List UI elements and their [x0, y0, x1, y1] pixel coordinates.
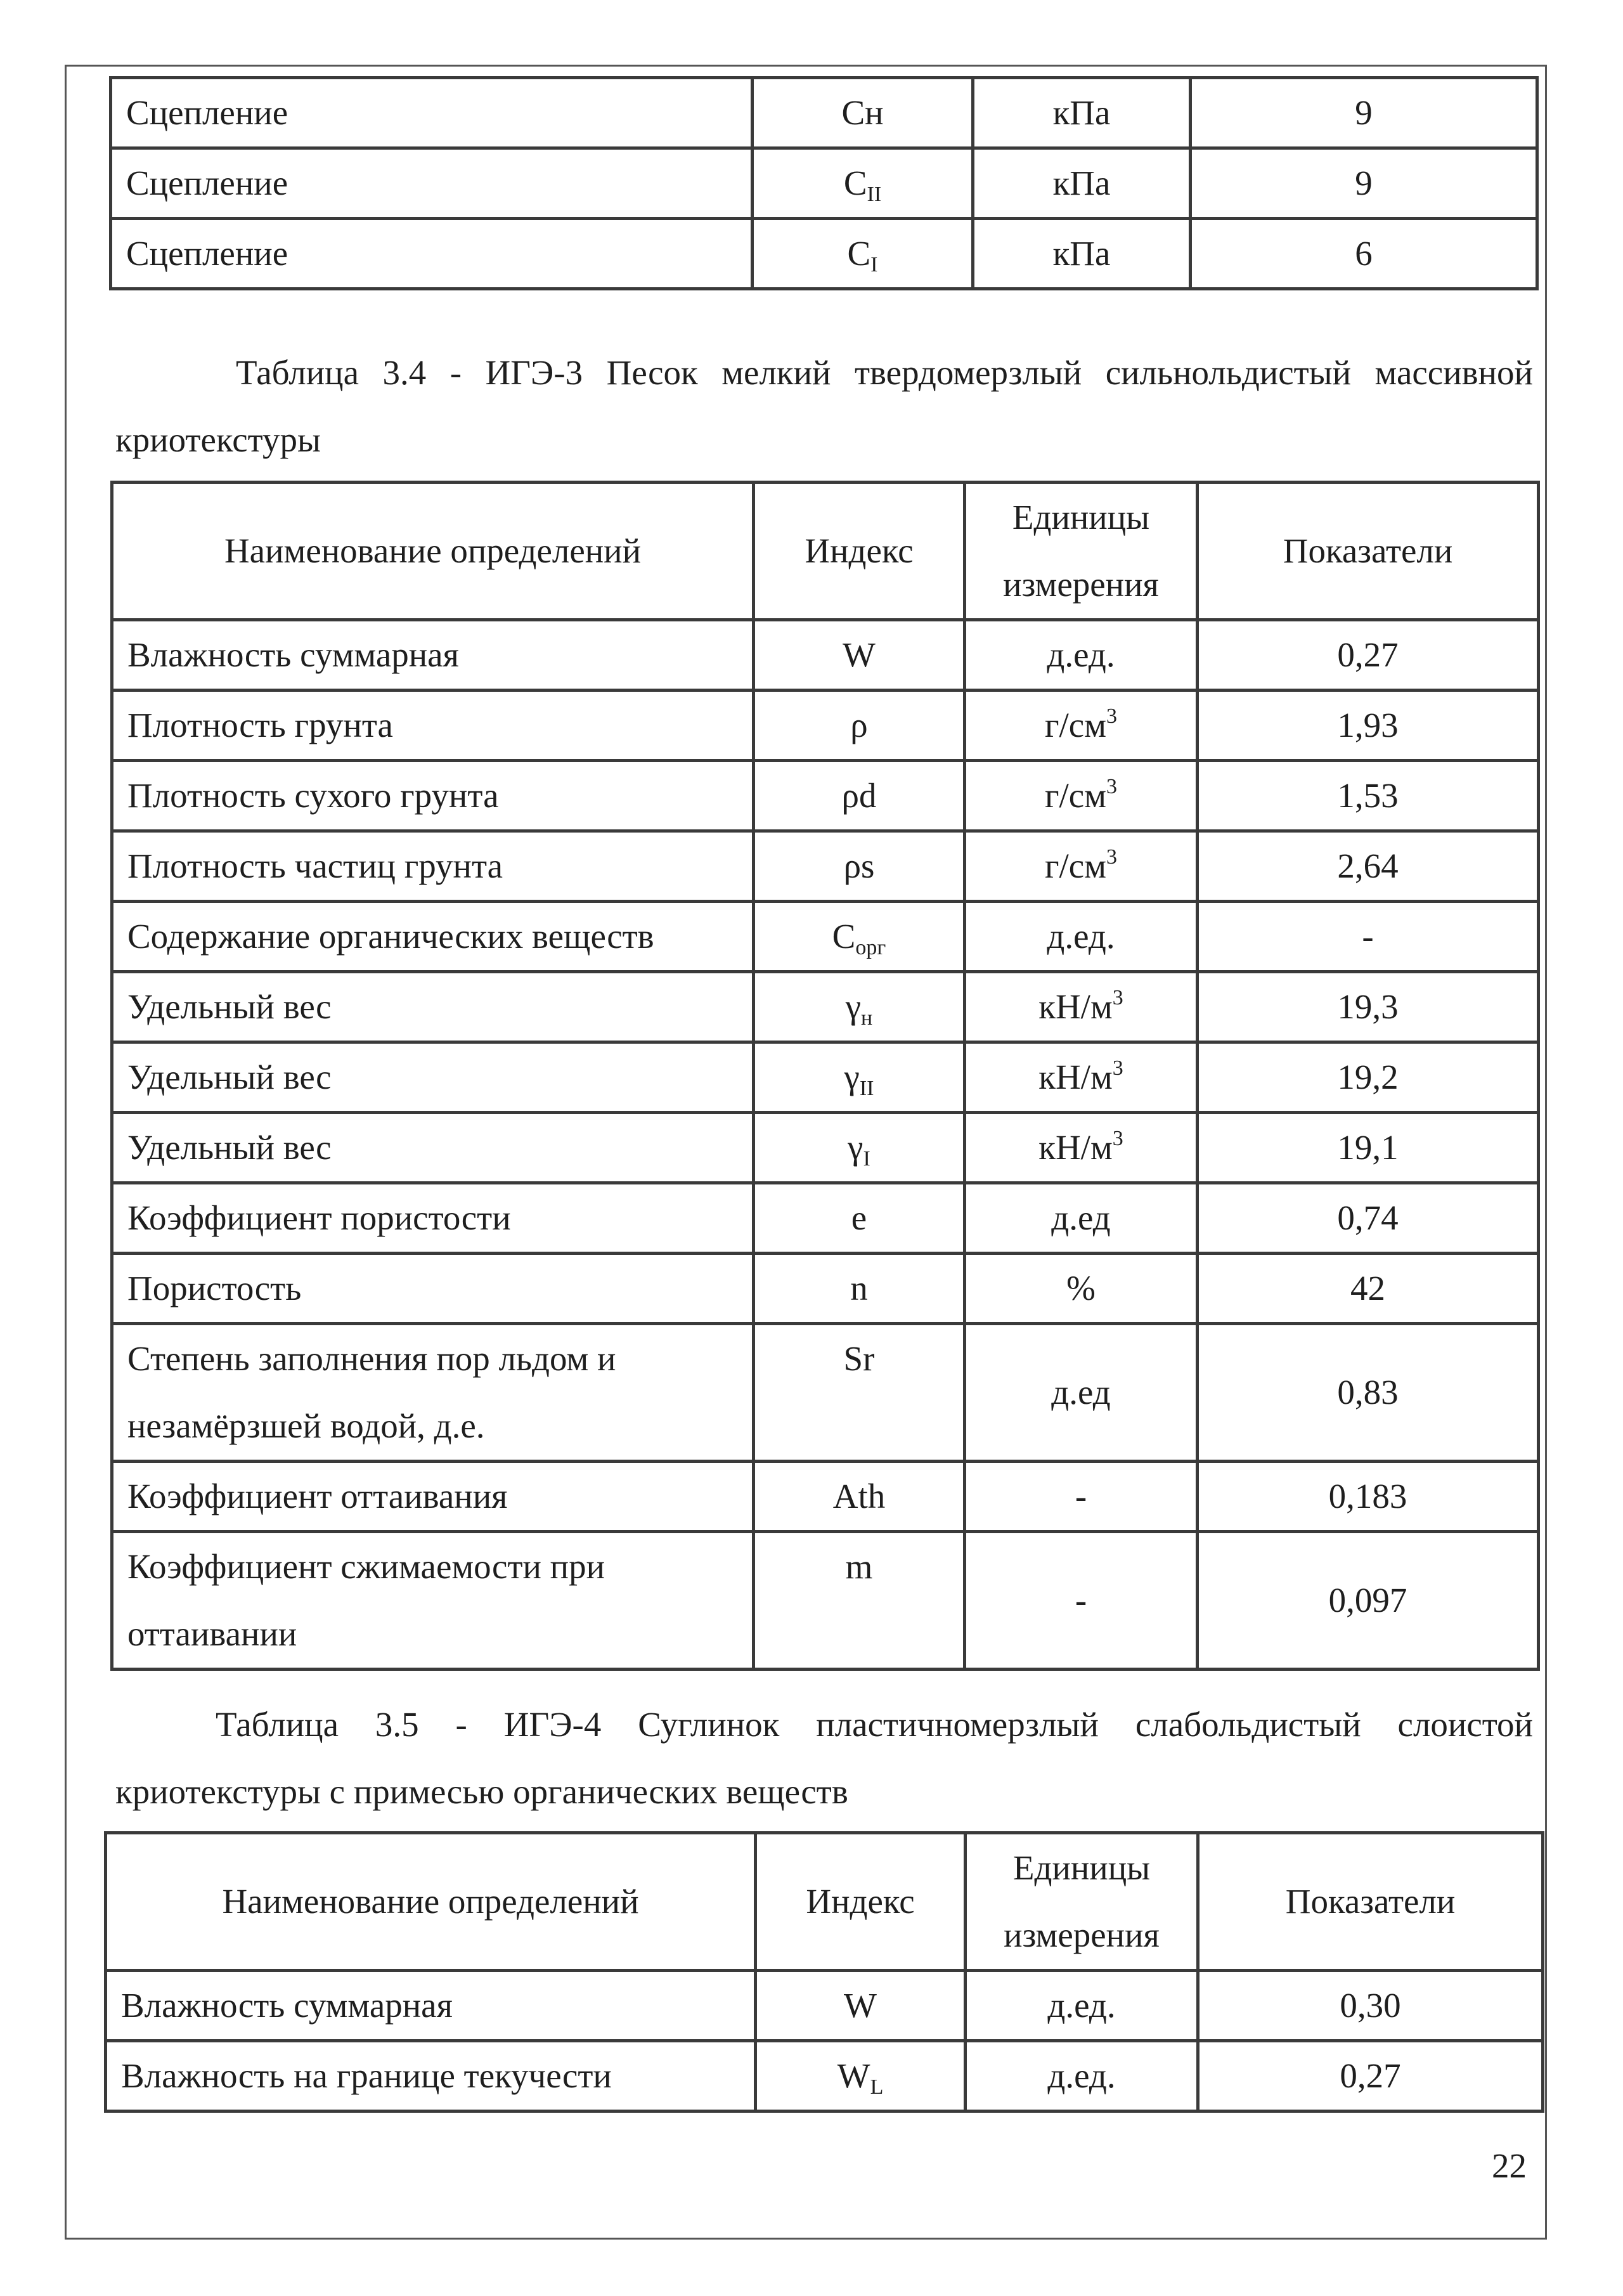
table-row [112, 620, 1539, 691]
page-number: 22 [1492, 2146, 1527, 2185]
cell-value: 0,27 [1198, 620, 1539, 691]
cell-index [756, 2041, 966, 2111]
index-symbol: ρ [850, 706, 868, 744]
cell-unit: д.ед [965, 1324, 1198, 1462]
cell-index [756, 1971, 966, 2041]
table-row [112, 902, 1539, 972]
index-subscript: н [861, 1006, 873, 1030]
table-3-5-caption: Таблица 3.5 - ИГЭ-4 Суглинок пластичномерзлый слабольдистый слоистой криотекстуры с примесью органических веществ [115, 1705, 1533, 1811]
cell-unit [973, 78, 1191, 148]
table-row [112, 1462, 1539, 1532]
cell-value: 19,3 [1198, 972, 1539, 1042]
cell-value: 6 [1191, 219, 1537, 289]
table-row [112, 831, 1539, 902]
index-subscript: I [863, 1147, 870, 1171]
cell-unit [966, 2041, 1198, 2111]
cell-value: 2,64 [1198, 831, 1539, 902]
cell-index [754, 902, 965, 972]
table-cohesion [109, 76, 1539, 290]
table-row [111, 78, 1537, 148]
index-symbol: C [843, 164, 867, 202]
cell-value: 0,30 [1198, 1971, 1543, 2041]
cell-unit [965, 1113, 1198, 1183]
index-symbol: γ [845, 987, 862, 1026]
unit-superscript: 3 [1112, 1056, 1123, 1080]
unit-text: г/см [1044, 846, 1107, 885]
cell-index: Sr [754, 1324, 965, 1462]
unit-text: кПа [1052, 164, 1111, 202]
cell-value: 0,83 [1198, 1324, 1539, 1462]
cell-index [754, 691, 965, 761]
table-row [112, 1183, 1539, 1254]
table-3-5 [104, 1831, 1544, 2113]
cell-name: Сцепление [111, 219, 753, 289]
table-row [111, 148, 1537, 219]
unit-text: кПа [1052, 234, 1111, 273]
table-row [112, 1113, 1539, 1183]
index-subscript: L [870, 2075, 884, 2099]
unit-text: д.ед. [1047, 917, 1115, 956]
index-symbol: W [844, 1986, 877, 2025]
cell-unit [965, 831, 1198, 902]
table-row [112, 1254, 1539, 1324]
cell-unit [965, 1042, 1198, 1113]
header-value: Показатели [1198, 483, 1539, 620]
index-symbol: Сн [841, 93, 884, 132]
index-symbol: ρs [843, 846, 875, 885]
header-name: Наименование определений [106, 1833, 756, 1971]
index-symbol: С [832, 917, 856, 956]
index-symbol: C [847, 234, 871, 273]
cell-value: 42 [1198, 1254, 1539, 1324]
unit-text: % [1066, 1269, 1096, 1307]
cell-unit [973, 219, 1191, 289]
cell-name: Плотность частиц грунта [112, 831, 754, 902]
table-row [106, 2041, 1543, 2111]
cell-unit [965, 972, 1198, 1042]
table-row [112, 1532, 1539, 1670]
cell-index [754, 1042, 965, 1113]
cell-index [753, 219, 973, 289]
cell-index [754, 761, 965, 831]
unit-text: г/см [1044, 706, 1107, 744]
index-symbol: γ [848, 1128, 863, 1167]
index-symbol: ρd [841, 776, 877, 815]
table-3-4-caption: Таблица 3.4 - ИГЭ-3 Песок мелкий твердомерзлый сильнольдистый массивной криотекстуры [115, 353, 1533, 459]
cell-name: Пористость [112, 1254, 754, 1324]
unit-text: д.ед. [1047, 1986, 1116, 2025]
unit-superscript: 3 [1112, 986, 1123, 1009]
index-subscript: I [870, 253, 878, 276]
cell-unit [965, 761, 1198, 831]
cell-name: Удельный вес [112, 1042, 754, 1113]
cell-value: 0,183 [1198, 1462, 1539, 1532]
unit-text: кПа [1052, 93, 1111, 132]
cell-name: Плотность сухого грунта [112, 761, 754, 831]
index-subscript: II [859, 1077, 874, 1100]
header-unit: Единицы измерения [965, 483, 1198, 620]
cell-unit [966, 1971, 1198, 2041]
cell-name: Влажность суммарная [106, 1971, 756, 2041]
cell-index: m [754, 1532, 965, 1670]
table-row [112, 1324, 1539, 1462]
unit-text: д.ед. [1047, 2056, 1116, 2095]
cell-unit [965, 691, 1198, 761]
table-row [106, 1971, 1543, 2041]
unit-text: д.ед [1051, 1198, 1111, 1237]
unit-text: г/см [1044, 776, 1107, 815]
cell-name: Удельный вес [112, 972, 754, 1042]
cell-unit: - [965, 1532, 1198, 1670]
index-subscript: II [867, 183, 882, 206]
cell-index [754, 1183, 965, 1254]
cell-value: 0,27 [1198, 2041, 1543, 2111]
table-row [112, 761, 1539, 831]
cell-unit: - [965, 1462, 1198, 1532]
cell-value: 9 [1191, 148, 1537, 219]
cell-index [753, 148, 973, 219]
cell-value: 1,93 [1198, 691, 1539, 761]
cell-index [754, 620, 965, 691]
unit-superscript: 3 [1112, 1127, 1123, 1150]
header-index: Индекс [756, 1833, 966, 1971]
cell-name: Сцепление [111, 78, 753, 148]
cell-value: 19,1 [1198, 1113, 1539, 1183]
cell-unit [965, 1183, 1198, 1254]
cell-value: 19,2 [1198, 1042, 1539, 1113]
index-symbol: W [843, 635, 876, 674]
table-row [112, 691, 1539, 761]
cell-name: Плотность грунта [112, 691, 754, 761]
cell-name: Коэффициент пористости [112, 1183, 754, 1254]
table-header-row [112, 483, 1539, 620]
cell-value: 9 [1191, 78, 1537, 148]
header-unit: Единицы измерения [966, 1833, 1198, 1971]
unit-superscript: 3 [1106, 775, 1118, 798]
cell-name: Коэффициент сжимаемости при оттаивании [112, 1532, 754, 1670]
index-symbol: n [850, 1269, 868, 1307]
table-row [111, 219, 1537, 289]
cell-name: Влажность на границе текучести [106, 2041, 756, 2111]
cell-index: Ath [754, 1462, 965, 1532]
cell-index [754, 1113, 965, 1183]
unit-text: кН/м [1038, 987, 1113, 1026]
cell-value: 0,097 [1198, 1532, 1539, 1670]
header-value: Показатели [1198, 1833, 1543, 1971]
cell-name: Степень заполнения пор льдом и незамёрзшей водой, д.е. [112, 1324, 754, 1462]
cell-unit [965, 620, 1198, 691]
unit-superscript: 3 [1106, 845, 1118, 869]
cell-index [754, 1254, 965, 1324]
cell-unit [965, 1254, 1198, 1324]
table-row [112, 972, 1539, 1042]
cell-index [754, 972, 965, 1042]
cell-value: - [1198, 902, 1539, 972]
cell-name: Коэффициент оттаивания [112, 1462, 754, 1532]
cell-value: 1,53 [1198, 761, 1539, 831]
header-name: Наименование определений [112, 483, 754, 620]
cell-index [753, 78, 973, 148]
header-index: Индекс [754, 483, 965, 620]
index-symbol: e [851, 1198, 867, 1237]
cell-unit [973, 148, 1191, 219]
unit-text: д.ед. [1047, 635, 1115, 674]
unit-superscript: 3 [1106, 704, 1118, 728]
table-row [112, 1042, 1539, 1113]
unit-text: кН/м [1038, 1128, 1113, 1167]
cell-value: 0,74 [1198, 1183, 1539, 1254]
table-header-row [106, 1833, 1543, 1971]
cell-name: Содержание органических веществ [112, 902, 754, 972]
index-symbol: γ [844, 1058, 860, 1096]
index-symbol: W [837, 2056, 870, 2095]
unit-text: кН/м [1038, 1058, 1113, 1096]
table-3-4 [110, 481, 1540, 1671]
cell-index [754, 831, 965, 902]
cell-name: Сцепление [111, 148, 753, 219]
cell-name: Удельный вес [112, 1113, 754, 1183]
index-subscript: орг [855, 936, 886, 959]
cell-unit [965, 902, 1198, 972]
cell-name: Влажность суммарная [112, 620, 754, 691]
